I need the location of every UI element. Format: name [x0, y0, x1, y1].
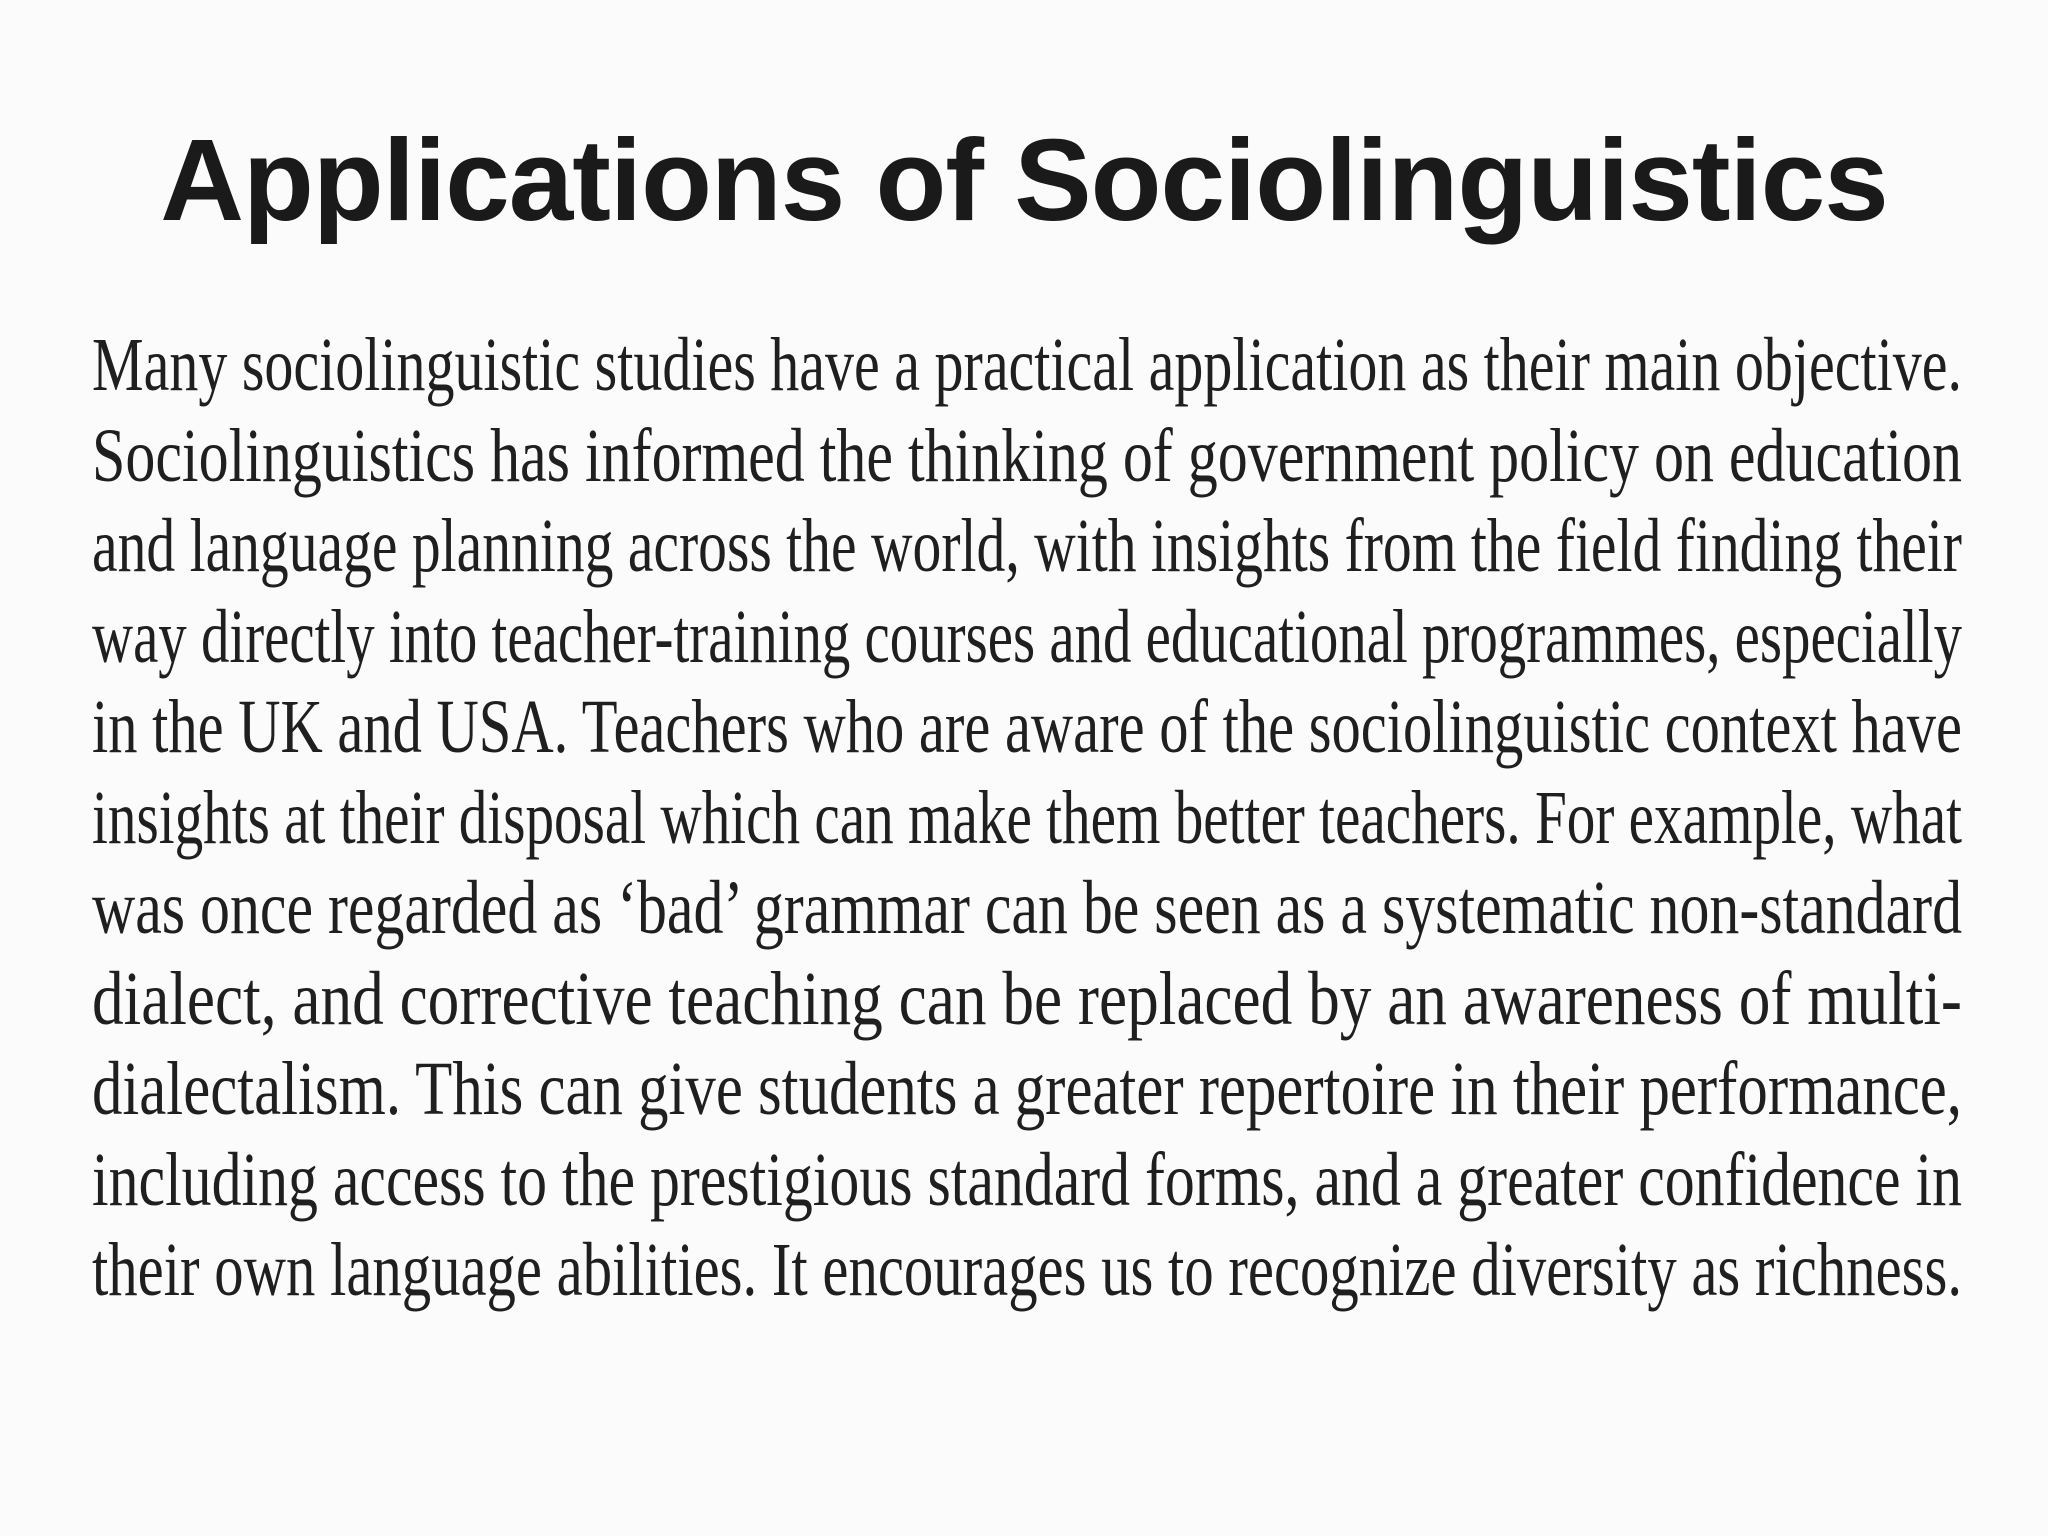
paragraph-line: insights at their disposal which can make them better teachers. For example, what	[92, 775, 1962, 860]
paragraph-line: in the UK and USA. Teachers who are aware of the sociolinguistic context have	[92, 685, 1962, 769]
slide-title: Applications of Sociolinguistics	[160, 115, 1888, 245]
paragraph-line: including access to the prestigious standard forms, and a greater confidence in	[92, 1137, 1962, 1222]
paragraph-line: way directly into teacher-training courses and educational programmes, especially	[92, 594, 1962, 679]
paragraph-line: Sociolinguistics has informed the thinking of government policy on education	[92, 413, 1962, 498]
paragraph-line: Many sociolinguistic studies have a practical application as their main objective.	[92, 323, 1962, 407]
paragraph-line: was once regarded as ‘bad’ grammar can be seen as a systematic non-standard	[92, 866, 1962, 950]
slide-body-paragraph	[92, 320, 1962, 1320]
paragraph-line: and language planning across the world, with insights from the field finding their	[92, 504, 1962, 588]
paragraph-line: their own language abilities. It encourages us to recognize diversity as richness.	[92, 1228, 1962, 1312]
paragraph-line: dialectalism. This can give students a greater repertoire in their performance,	[92, 1047, 1962, 1131]
paragraph-line: dialect, and corrective teaching can be replaced by an awareness of multi-	[92, 956, 1962, 1041]
